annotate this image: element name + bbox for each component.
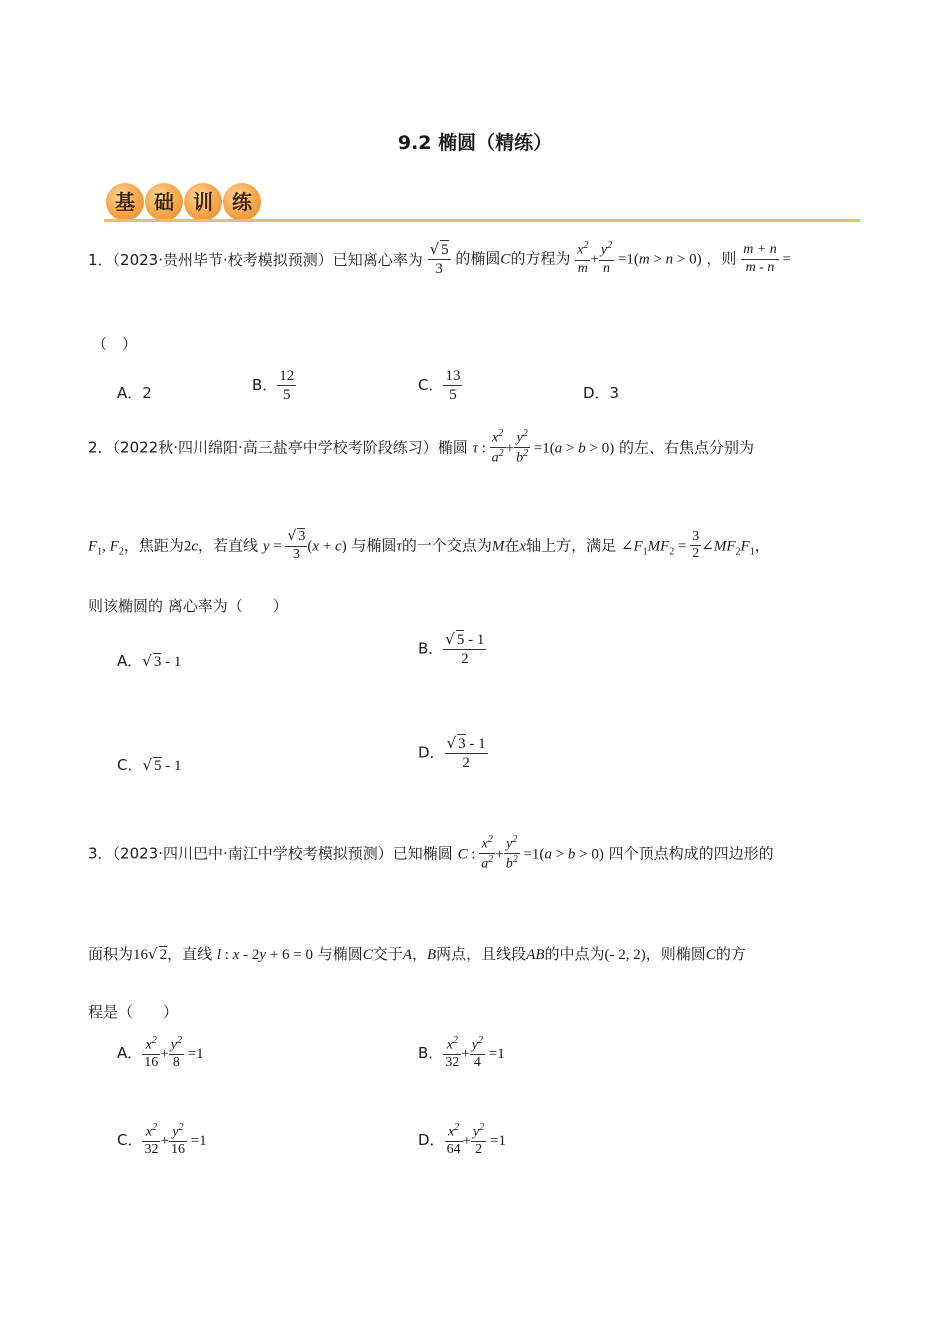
option-c[interactable]: C． $\frac{13}{5}$	[418, 368, 461, 403]
option-b[interactable]: B． $\frac{x^2}{32}$ + $\frac{y^2}{4}$ =1	[418, 1035, 505, 1071]
option-b[interactable]: B． $\frac{√ 5 - 1}{2}$	[418, 630, 485, 667]
option-a[interactable]: A． $\frac{x^2}{16}$ + $\frac{y^2}{8}$ =1	[117, 1035, 204, 1071]
option-c[interactable]: C．√ 5 - 1	[117, 756, 182, 774]
page-title: 9.2 椭圆（精练）	[397, 132, 553, 154]
option-b[interactable]: B． $\frac{12}{5}$	[252, 368, 295, 403]
banner-char: 练	[223, 183, 261, 221]
question-source: （2022秋·四川绵阳·高三盐亭中学校考阶段练习）	[112, 438, 438, 457]
eccentricity-fraction: $\frac{√ 5}{3}$	[429, 240, 449, 277]
question-2: 2．（2022秋·四川绵阳·高三盐亭中学校考阶段练习）椭圆 τ : $\frac{x^2}{a^2}$ + $\frac{y^2}{b^2}$ =1(a > b > 0) 的左、右焦点分别为	[88, 428, 755, 467]
option-d[interactable]: D．3	[583, 384, 620, 402]
banner-char: 基	[106, 183, 144, 221]
question-3-line-3: 程是（ ）	[88, 1003, 179, 1021]
question-1: 1．（2023·贵州毕节·校考模拟预测）已知离心率为 $\frac{√ 5}{3}$ 的椭圆C的方程为 $\frac{x^2}{m}$ + $\frac{y^2}{n}$ =1(m > n > 0) ，则 $\frac{m + n}{m - n}$ =	[88, 240, 791, 277]
option-a[interactable]: A．√ 3 - 1	[117, 652, 182, 670]
answer-blank: （ ）	[92, 335, 138, 353]
banner-char: 础	[145, 183, 183, 221]
option-a[interactable]: A．2	[117, 384, 152, 402]
question-source: （2023·四川巴中·南江中学校考模拟预测）	[112, 844, 393, 863]
question-3: 3．（2023·四川巴中·南江中学校考模拟预测）已知椭圆 C : $\frac{x^2}{a^2}$ + $\frac{y^2}{b^2}$ =1(a > b > 0) 四个顶点构成的四边形的	[88, 834, 774, 873]
option-c[interactable]: C． $\frac{x^2}{32}$ + $\frac{y^2}{16}$ =1	[117, 1122, 207, 1158]
section-divider	[104, 219, 860, 222]
question-2-line-2: $F_1$, $F_2$，焦距为2c，若直线 y = $\frac{√ 3}{3}$ (x + c) 与椭圆τ的一个交点为M在x轴上方，满足 $\angle F_1MF_2$ = $\frac{3}{2}$ $\angle MF_2F_1$，	[88, 528, 770, 562]
question-2-line-3: 则该椭圆的 离心率为（ ）	[88, 597, 288, 615]
ellipse-equation: $\frac{x^2}{a^2}$	[491, 428, 504, 467]
banner-char: 训	[184, 183, 222, 221]
ellipse-equation: $\frac{x^2}{a^2}$	[481, 834, 494, 873]
option-d[interactable]: D． $\frac{x^2}{64}$ + $\frac{y^2}{2}$ =1	[418, 1122, 506, 1158]
option-d[interactable]: D． $\frac{√ 3 - 1}{2}$	[418, 734, 486, 771]
question-source: （2023·贵州毕节·校考模拟预测）	[112, 250, 333, 269]
target-expression: $\frac{m + n}{m - n}$	[743, 241, 777, 275]
question-3-line-2: 面积为16√ 2，直线 l : x - 2y + 6 = 0 与椭圆C交于A，B两点，且线段AB的中点为(- 2, 2)，则椭圆C的方	[88, 945, 746, 963]
ellipse-equation: $\frac{x^2}{m}$	[577, 240, 589, 276]
